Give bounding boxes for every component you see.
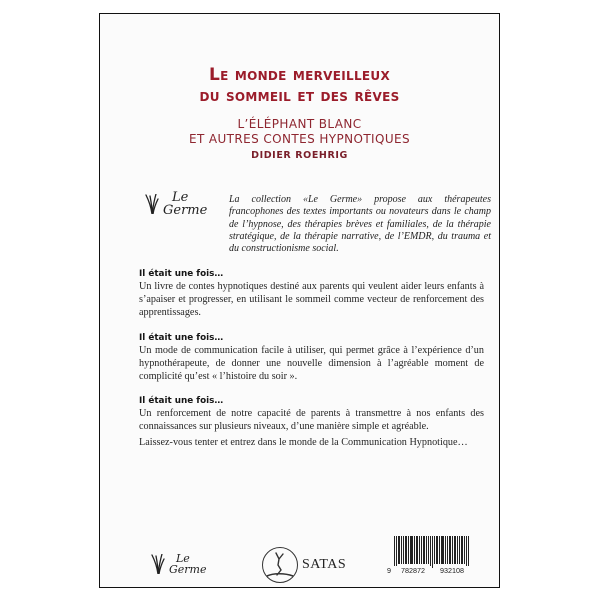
isbn-group-1: 782872 [394,566,432,575]
book-subtitle [100,117,499,147]
book-back-cover [99,13,500,588]
author-name: DIDIER ROEHRIG [251,150,348,161]
logo-word-germe: Germe [163,203,208,218]
isbn-digits [387,566,471,575]
isbn-prefix: 9 [387,566,391,575]
collection-description: La collection «Le Germe» propose aux thérapeutes francophones des textes importants ou novateurs dans le champ de l’hypnose, des thérapies brèves et familiales, de la thérapie stratégique, de la thérapie narrative, de l’EMDR, du trauma et du constructionisme social. [229,194,491,255]
dancer-circle-icon [261,546,299,584]
story-section-1 [139,269,484,319]
logo-word-germe: Germe [169,563,207,576]
section-heading: Il était une fois… [139,269,224,279]
grass-icon [151,554,165,574]
isbn-barcode [387,536,471,576]
story-section-3 [139,396,484,433]
book-title [100,65,499,107]
publisher-name: SATAS [302,557,347,572]
section-body: Un mode de communication facile à utiliser, qui permet grâce à l’expérience d’un hypnothérapeute, de donner une nouvelle dimension à l’agréable moment de complicité qu’est « l’histoire du soir ». [139,345,484,382]
logo-word-le: Le [172,190,189,205]
subtitle-line-2: ET AUTRES CONTES HYPNOTIQUES [188,132,411,146]
story-section-2 [139,333,484,383]
le-germe-logo-footer [151,553,207,575]
closing-line: Laissez-vous tenter et entrez dans le monde de la Communication Hypnotique… [139,437,468,448]
satas-publisher-logo [261,546,346,584]
isbn-group-2: 932108 [434,566,470,575]
title-line-1: Le monde merveilleux [208,65,391,85]
le-germe-logo [145,191,207,217]
subtitle-line-1: L’ÉLÉPHANT BLANC [237,117,362,131]
section-heading: Il était une fois… [139,333,224,343]
barcode-bars [387,536,471,568]
logo-word-le: Le [176,552,190,565]
title-line-2: du sommeil et des rêves [199,86,400,106]
section-body: Un renforcement de notre capacité de parents à transmettre à nos enfants des connaissances sur plusieurs niveaux, d’une manière simple et agréable. [139,408,484,432]
section-body: Un livre de contes hypnotiques destiné aux parents qui veulent aider leurs enfants à s’apaiser et progresser, en utilisant le sommeil comme vecteur de renforcement des apprentissages. [139,281,484,318]
grass-icon [145,194,159,214]
section-heading: Il était une fois… [139,396,224,406]
